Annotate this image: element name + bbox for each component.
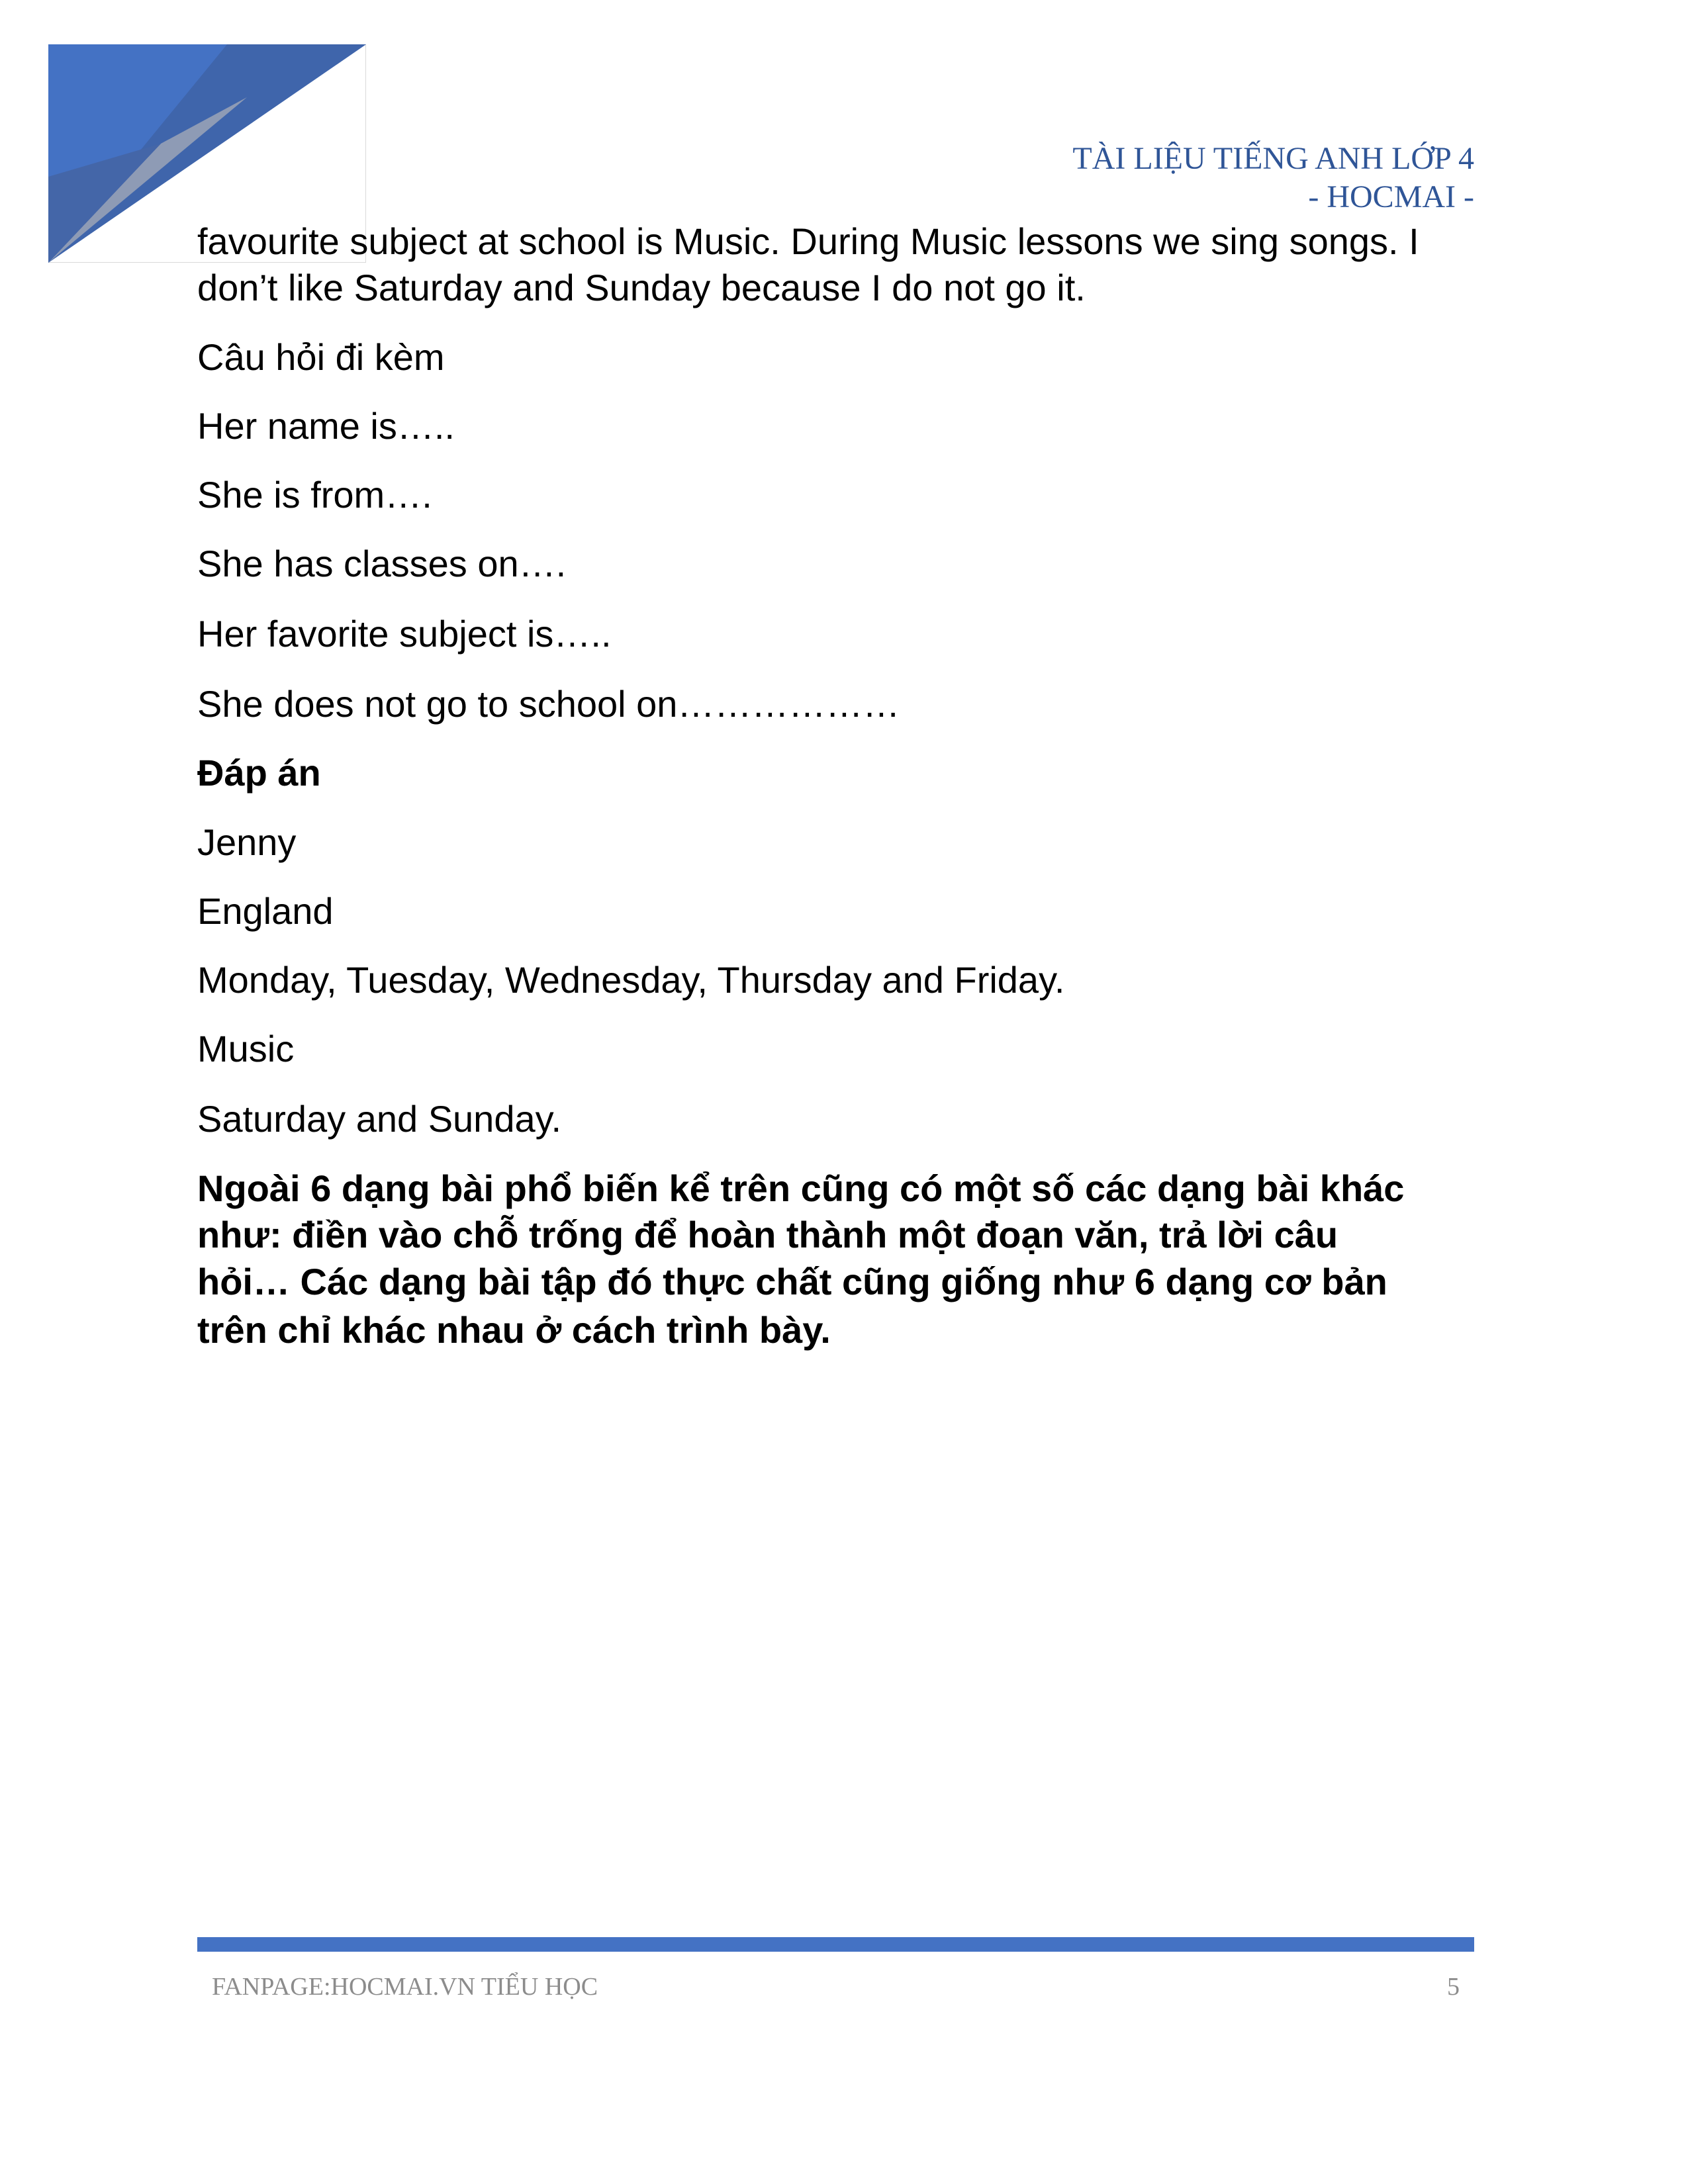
- answers-heading: Đáp án: [197, 752, 321, 794]
- closing-paragraph-line: Ngoài 6 dạng bài phổ biến kể trên cũng có một số các dạng bài khác: [197, 1167, 1405, 1209]
- answer-item: Monday, Tuesday, Wednesday, Thursday and Friday.: [197, 959, 1065, 1001]
- passage-line: favourite subject at school is Music. During Music lessons we sing songs. I: [197, 220, 1419, 262]
- questions-heading: Câu hỏi đi kèm: [197, 336, 445, 378]
- closing-paragraph-line: hỏi… Các dạng bài tập đó thực chất cũng giống như 6 dạng cơ bản: [197, 1261, 1387, 1302]
- passage-line: don’t like Saturday and Sunday because I do not go it.: [197, 267, 1086, 308]
- question-item: Her name is…..: [197, 405, 455, 447]
- footer-divider: [197, 1937, 1474, 1952]
- answer-item: England: [197, 890, 334, 932]
- footer-text: FANPAGE:HOCMAI.VN TIỂU HỌC: [212, 1973, 598, 2001]
- answer-item: Jenny: [197, 821, 297, 863]
- question-item: Her favorite subject is…..: [197, 613, 612, 655]
- closing-paragraph-line: trên chỉ khác nhau ở cách trình bày.: [197, 1309, 831, 1351]
- header-subtitle: - HOCMAI -: [1308, 179, 1474, 214]
- question-item: She has classes on….: [197, 543, 567, 584]
- page-number: 5: [1447, 1973, 1460, 2001]
- closing-paragraph-line: như: điền vào chỗ trống để hoàn thành một đoạn văn, trả lời câu: [197, 1214, 1338, 1255]
- question-item: She does not go to school on………………: [197, 683, 900, 725]
- answer-item: Saturday and Sunday.: [197, 1098, 562, 1140]
- header-title: TÀI LIỆU TIẾNG ANH LỚP 4: [1072, 141, 1474, 176]
- question-item: She is from….: [197, 474, 432, 516]
- answer-item: Music: [197, 1028, 295, 1069]
